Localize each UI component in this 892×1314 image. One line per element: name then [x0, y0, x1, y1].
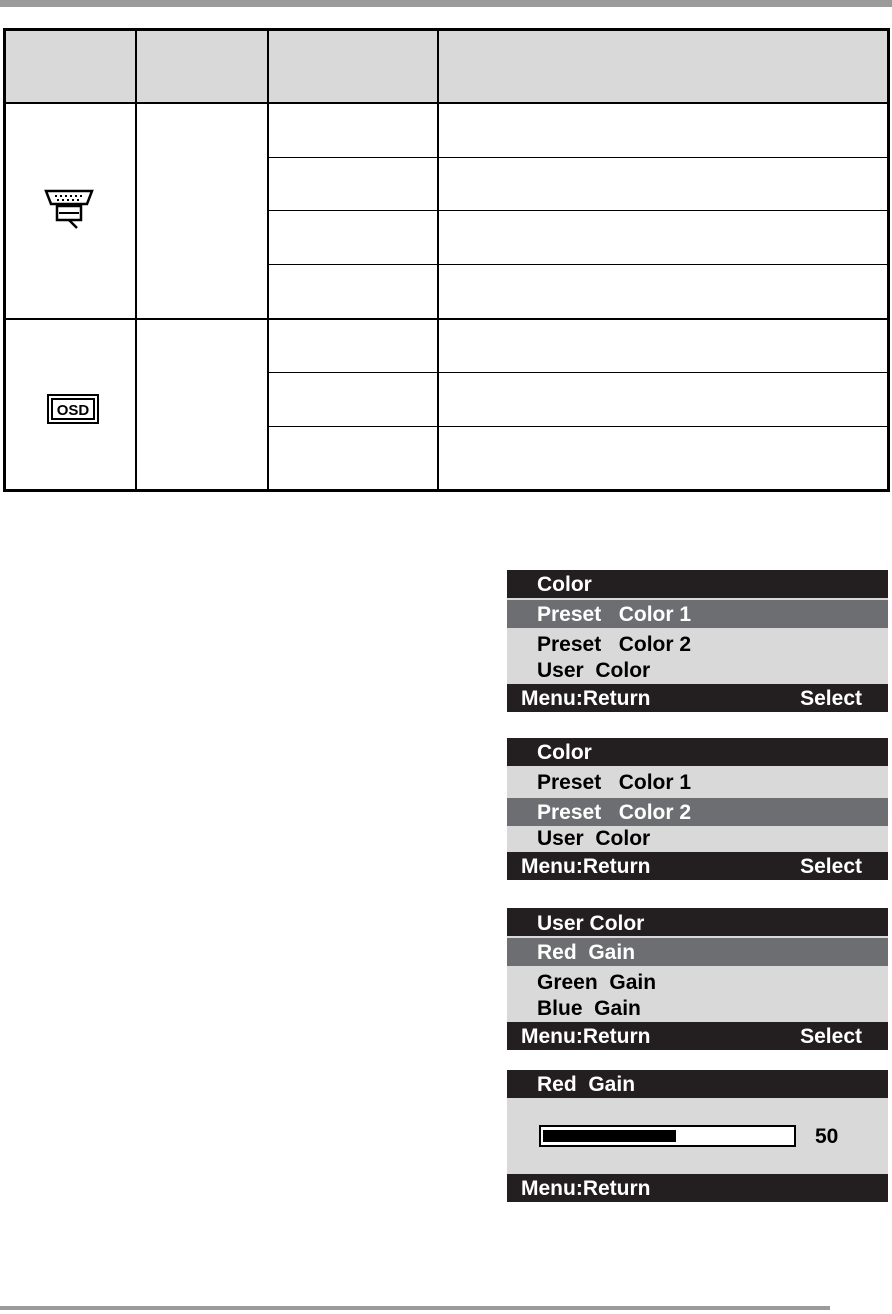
- menu-item-label: User Color: [537, 659, 651, 682]
- menu-item-label: Green Gain: [537, 971, 657, 994]
- menu-item-user-color[interactable]: [507, 826, 888, 852]
- menu-item-label: Preset Color 2: [537, 801, 692, 824]
- menu-footer: [507, 1022, 888, 1050]
- slider-fill: [543, 1130, 676, 1142]
- settings-table: [3, 28, 890, 492]
- menu-title-bar: [507, 570, 888, 598]
- menu-select-hint: Select: [800, 1025, 862, 1048]
- menu-select-hint: Select: [800, 855, 862, 878]
- osd-icon-label: OSD: [56, 402, 90, 419]
- menu-return-hint: Menu:Return: [521, 1025, 651, 1048]
- adjust-hint-label: : Adjust: [792, 1207, 870, 1230]
- menu-footer: [507, 852, 888, 880]
- red-gain-value: 50: [815, 1125, 839, 1148]
- menu-footer: [507, 684, 888, 712]
- menu-item-label: Blue Gain: [537, 997, 641, 1020]
- menu-select-hint: Select: [800, 687, 862, 710]
- group-divider: [6, 318, 887, 320]
- menu-title: Red Gain: [537, 1073, 636, 1096]
- menu-title: Color: [537, 741, 592, 764]
- menu-item-green-gain[interactable]: [507, 968, 888, 996]
- menu-return-hint: Menu:Return: [521, 687, 651, 710]
- signal-input-connector-icon: [43, 186, 95, 231]
- left-right-arrows-icon: [737, 1206, 791, 1228]
- menu-footer: [507, 1174, 888, 1230]
- menu-title-bar: [507, 738, 888, 766]
- menu-return-hint: Menu:Return: [521, 855, 651, 878]
- menu-title: Color: [537, 573, 592, 596]
- table-header-row: [6, 31, 887, 104]
- row-divider: [269, 157, 887, 158]
- adjust-hint: [702, 1174, 870, 1264]
- row-divider: [269, 426, 887, 427]
- osd-icon: [47, 394, 99, 424]
- menu-item-preset-color-1[interactable]: [507, 600, 888, 628]
- menu-item-blue-gain[interactable]: [507, 996, 888, 1022]
- menu-item-label: User Color: [537, 827, 651, 850]
- row-divider: [269, 210, 887, 211]
- menu-return-hint: Menu:Return: [521, 1177, 651, 1200]
- menu-title-bar: [507, 908, 888, 936]
- menu-item-label: Preset Color 1: [537, 771, 692, 794]
- osd-user-color-menu: [507, 908, 888, 1050]
- osd-color-menu-2: [507, 738, 888, 880]
- menu-item-preset-color-1[interactable]: [507, 768, 888, 796]
- bottom-rule: [0, 1306, 830, 1310]
- row-divider: [269, 372, 887, 373]
- menu-item-user-color[interactable]: [507, 658, 888, 684]
- column-divider: [437, 31, 439, 489]
- menu-item-label: Preset Color 2: [537, 633, 692, 656]
- menu-item-label: Preset Color 1: [537, 603, 692, 626]
- menu-item-preset-color-2[interactable]: [507, 798, 888, 826]
- menu-item-red-gain[interactable]: [507, 938, 888, 966]
- column-divider: [135, 31, 137, 489]
- menu-title: User Color: [537, 912, 645, 935]
- column-divider: [267, 31, 269, 489]
- osd-color-menu-1: [507, 570, 888, 712]
- menu-item-label: Red Gain: [537, 941, 636, 964]
- top-rule: [0, 0, 892, 7]
- menu-item-preset-color-2[interactable]: [507, 630, 888, 658]
- red-gain-slider[interactable]: [539, 1125, 796, 1147]
- menu-title-bar: [507, 1070, 888, 1098]
- row-divider: [269, 264, 887, 265]
